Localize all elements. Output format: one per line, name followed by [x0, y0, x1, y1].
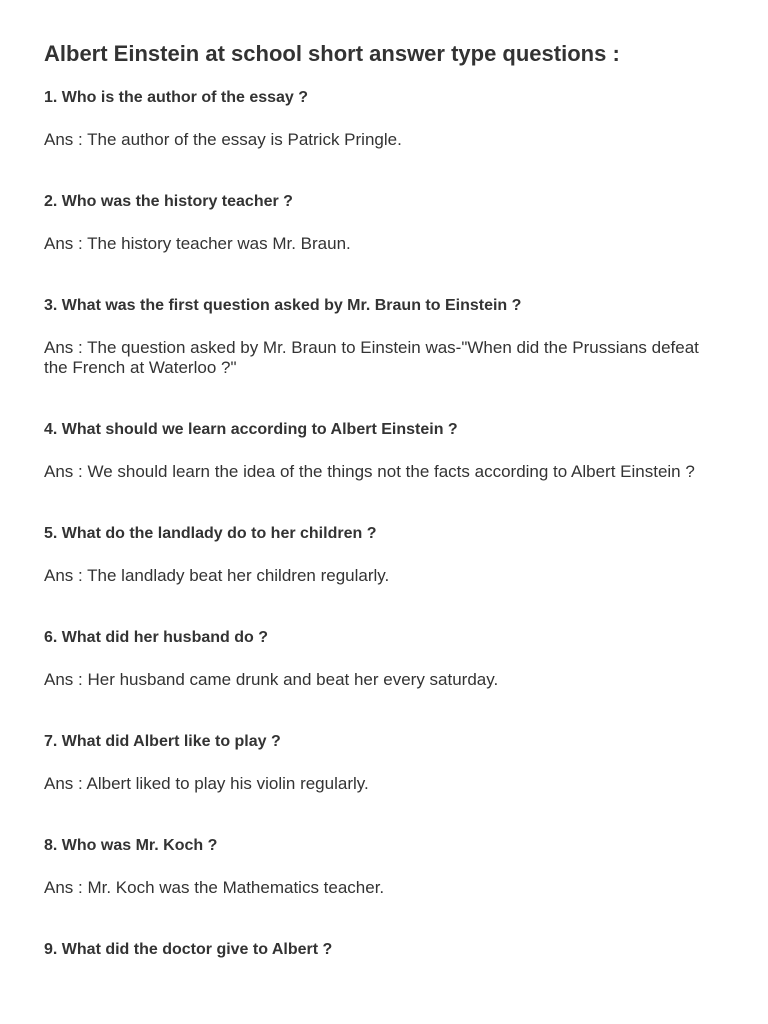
answer-5: Ans : The landlady beat her children regularly.: [44, 566, 390, 585]
qa-item-8: [44, 836, 724, 898]
answer-3: Ans : The question asked by Mr. Braun to Einstein was-"When did the Prussians defeat the French at Waterloo ?": [44, 338, 699, 377]
answer-8: Ans : Mr. Koch was the Mathematics teacher.: [44, 878, 385, 897]
question-1: 1. Who is the author of the essay ?: [44, 89, 309, 106]
question-2: 2. Who was the history teacher ?: [44, 193, 293, 210]
question-8: 8. Who was Mr. Koch ?: [44, 837, 218, 854]
qa-item-1: [44, 88, 724, 150]
question-7: 7. What did Albert like to play ?: [44, 733, 281, 750]
answer-1: Ans : The author of the essay is Patrick Pringle.: [44, 130, 402, 149]
qa-item-5: [44, 524, 724, 586]
qa-item-6: [44, 628, 724, 690]
question-3: 3. What was the first question asked by Mr. Braun to Einstein ?: [44, 297, 522, 314]
answer-7: Ans : Albert liked to play his violin regularly.: [44, 774, 369, 793]
qa-item-4: [44, 420, 724, 482]
question-4: 4. What should we learn according to Albert Einstein ?: [44, 421, 458, 438]
qa-item-3: [44, 296, 724, 378]
question-5: 5. What do the landlady do to her children ?: [44, 525, 377, 542]
answer-4: Ans : We should learn the idea of the things not the facts according to Albert Einstein ?: [44, 462, 695, 481]
question-9: 9. What did the doctor give to Albert ?: [44, 941, 333, 958]
qa-item-9: [44, 940, 724, 960]
question-6: 6. What did her husband do ?: [44, 629, 268, 646]
qa-item-2: [44, 192, 724, 254]
qa-item-7: [44, 732, 724, 794]
answer-2: Ans : The history teacher was Mr. Braun.: [44, 234, 351, 253]
answer-6: Ans : Her husband came drunk and beat her every saturday.: [44, 670, 499, 689]
page-title: Albert Einstein at school short answer type questions :: [44, 41, 620, 66]
